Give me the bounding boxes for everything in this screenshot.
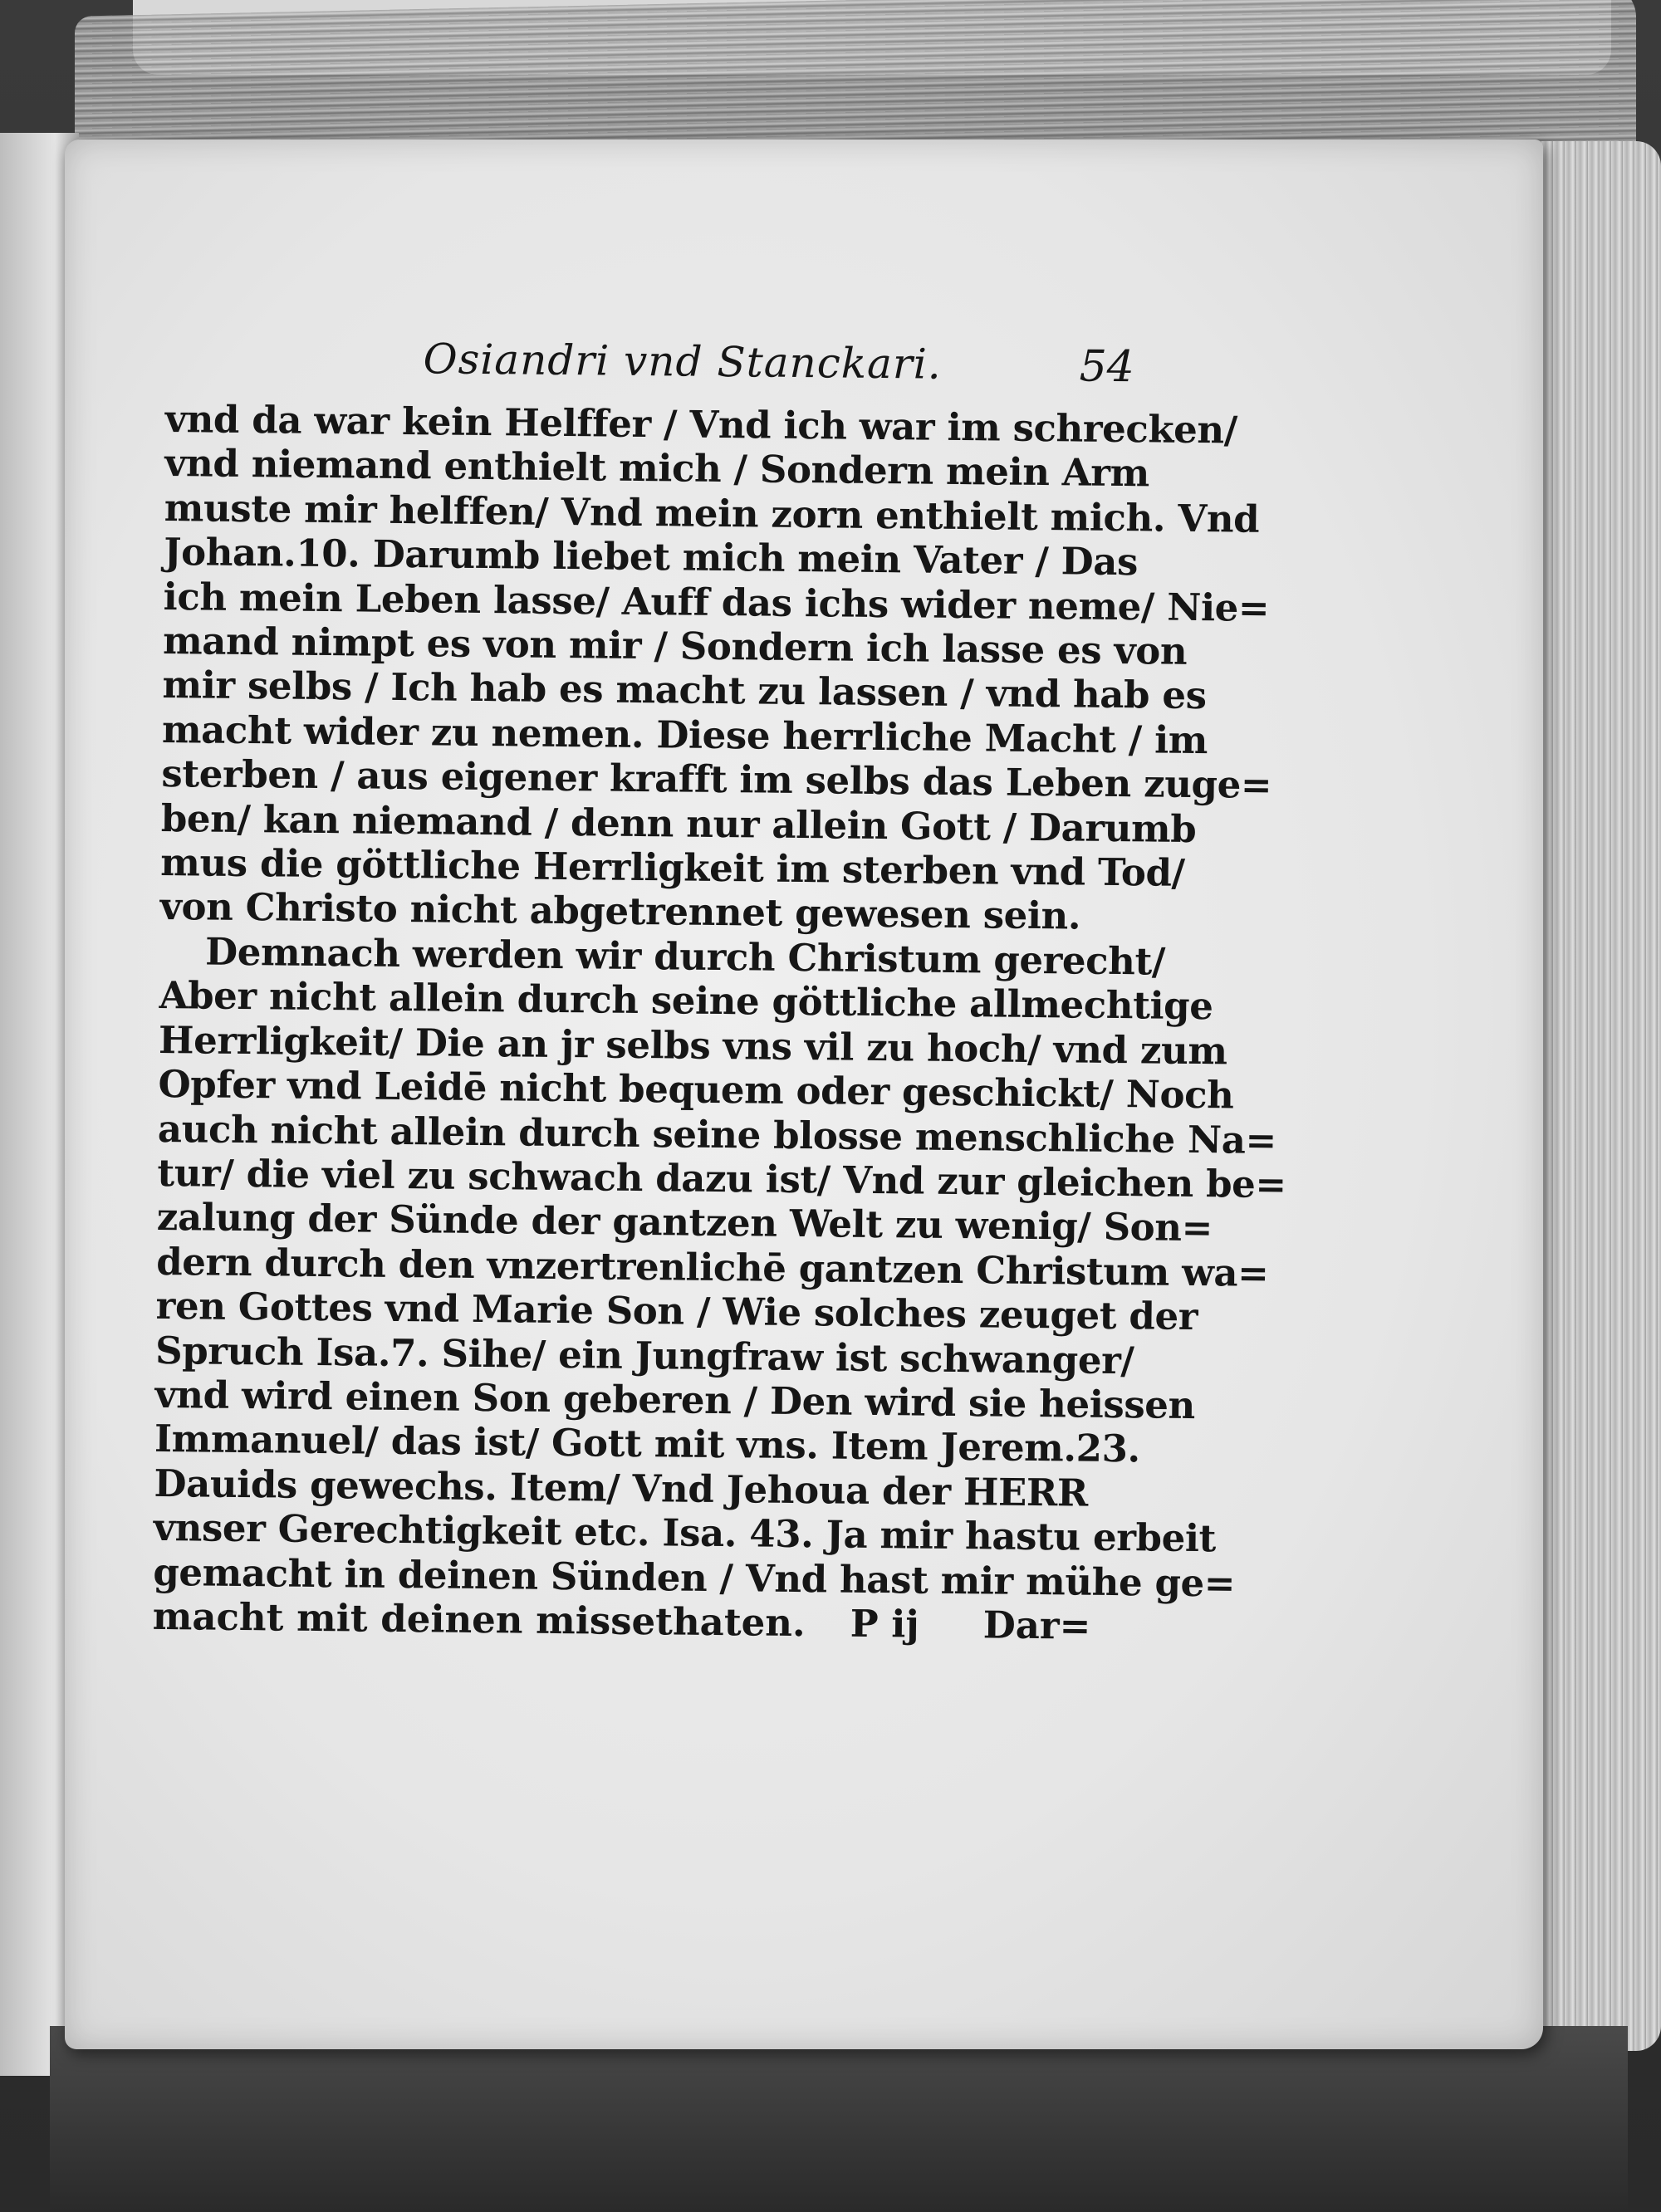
- running-head: Osiandri vnd Stanckari.: [423, 335, 943, 389]
- text-block: [152, 332, 1286, 1649]
- text-line: auch nicht allein durch seine blosse menschliche Na=: [157, 1106, 1277, 1162]
- signature-mark: P ij: [850, 1601, 919, 1647]
- catchword: Dar=: [982, 1603, 1091, 1648]
- text-line: Opfer vnd Leidē nicht bequem oder geschickt/ Noch: [158, 1062, 1234, 1118]
- text-line: vnd wird einen Son geberen / Den wird sie heissen: [154, 1372, 1196, 1427]
- text-line: Spruch Isa.7. Sihe/ ein Jungfraw ist schwanger/: [154, 1328, 1134, 1382]
- text-line: ich mein Leben lasse/ Auff das ichs wider neme/ Nie=: [163, 574, 1270, 630]
- text-line: vnd da war kein Helffer / Vnd ich war im schrecken/: [164, 396, 1238, 453]
- text-line: ren Gottes vnd Marie Son / Wie solches zeuget der: [155, 1284, 1198, 1339]
- text-line: Aber nicht allein durch seine göttliche allmechtige: [159, 973, 1213, 1029]
- text-line: tur/ die viel zu schwach dazu ist/ Vnd zur gleichen be=: [157, 1150, 1286, 1207]
- text-line: gemacht in deinen Sünden / Vnd hast mir mühe ge=: [153, 1549, 1236, 1606]
- text-line: Demnach werden wir durch Christum gerecht/: [204, 929, 1166, 984]
- text-line: vnd niemand enthielt mich / Sondern mein Arm: [164, 441, 1150, 496]
- text-line: mus die göttliche Herrligkeit im sterben vnd Tod/: [160, 840, 1185, 895]
- text-line: Immanuel/ das ist/ Gott mit vns. Item Jerem.23.: [154, 1417, 1141, 1471]
- text-line: mand nimpt es von mir / Sondern ich lasse es von: [162, 619, 1188, 673]
- page-number: 54: [1079, 341, 1135, 393]
- text-line: muste mir helffen/ Vnd mein zorn enthielt mich. Vnd: [164, 485, 1260, 541]
- bottom-shadow: [50, 2026, 1628, 2212]
- text-line: Herrligkeit/ Die an jr selbs vns vil zu hoch/ vnd zum: [158, 1017, 1227, 1074]
- text-line: Dauids gewechs. Item/ Vnd Jehoua der HERR: [154, 1461, 1089, 1515]
- text-line: mir selbs / Ich hab es macht zu lassen / vnd hab es: [162, 663, 1207, 718]
- body-text: [153, 396, 1286, 1606]
- text-line: ben/ kan niemand / denn nur allein Gott / Darumb: [160, 795, 1197, 851]
- page-header: [165, 332, 1171, 401]
- text-line: zalung der Sünde der gantzen Welt zu wenig/ Son=: [156, 1195, 1213, 1250]
- text-line: macht mit deinen missethaten.: [152, 1593, 806, 1646]
- text-line: dern durch den vnzertrenlichē gantzen Christum wa=: [156, 1239, 1269, 1295]
- text-line: von Christo nicht abgetrennet gewesen sein.: [159, 884, 1081, 939]
- text-line: sterben / aus eigener krafft im selbs das Leben zuge=: [161, 751, 1272, 808]
- text-line: vnser Gerechtigkeit etc. Isa. 43. Ja mir hastu erbeit: [153, 1505, 1217, 1561]
- text-line: macht wider zu nemen. Diese herrliche Macht / im: [161, 707, 1208, 763]
- text-line: Johan.10. Darumb liebet mich mein Vater / Das: [163, 530, 1139, 585]
